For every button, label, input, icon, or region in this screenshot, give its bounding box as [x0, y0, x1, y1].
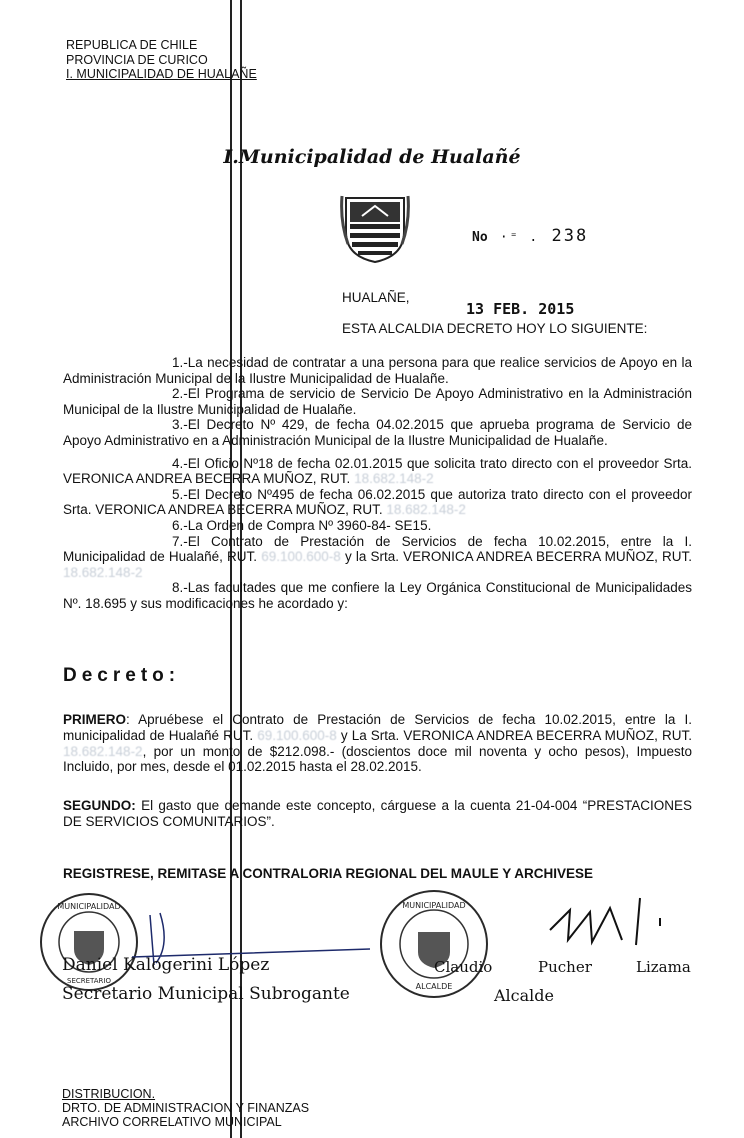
considerations-list: [63, 355, 692, 612]
municipal-crest-icon: [340, 192, 410, 264]
masked-rut: 69.100.600-8: [257, 727, 337, 743]
decree-number: No ·⁼ . 238: [472, 226, 589, 246]
consideration-7: 7.-El Contrato de Prestación de Servicios de fecha 10.02.2015, entre la I. Municipalidad de Hualañé, RUT. 69.100.600-8 y la Srta. VERONICA ANDREA BECERRA MUÑOZ, RUT. 18.682.148-2: [63, 533, 693, 580]
consideration-3: 3.-El Decreto Nº 429, de fecha 04.02.2015 que aprueba programa de Servicio de Apoyo Administrativo en a Administración Municipal de la Ilustre Municipalidad de Hualañe.: [63, 417, 692, 448]
signer-right-name-3: Lizama: [636, 958, 691, 976]
masked-rut: 18.682.148-2: [63, 564, 143, 580]
svg-text:ALCALDE: ALCALDE: [415, 982, 453, 991]
decree-number-prefix: No: [472, 230, 488, 245]
place-label: HUALAÑE,: [342, 290, 410, 305]
signer-left-title: Secretario Municipal Subrogante: [62, 984, 350, 1004]
decreto-heading: Decreto:: [63, 665, 181, 686]
masked-rut: 18.682.148-2: [63, 743, 143, 759]
signature-scribble-right: [540, 890, 690, 950]
consideration-5: 5.-El Decreto Nº495 de fecha 06.02.2015 que autoriza trato directo con el proveedor Srta. VERONICA ANDREA BECERRA MUÑOZ, RUT. 18.682.148-2: [63, 486, 692, 518]
consideration-1: 1.-La necesidad de contratar a una persona para que realice servicios de Apoyo en la Administración Municipal de la Ilustre Municipalidad de Hualañe.: [63, 355, 692, 386]
consideration-8: 8.-Las facultades que me confiere la Ley Orgánica Constitucional de Municipalidades Nº. 18.695 y sus modificaciones he acordado y:: [63, 580, 692, 611]
header-line-3: I. MUNICIPALIDAD DE HUALAÑE: [66, 67, 257, 81]
header-line-1: REPUBLICA DE CHILE: [66, 38, 198, 52]
consideration-6: 6.-La Orden de Compra Nº 3960-84- SE15.: [172, 517, 432, 533]
municipal-seal-right: [380, 890, 488, 998]
consideration-4: 4.-El Oficio Nº18 de fecha 02.01.2015 que solicita trato directo con el proveedor Srta. VERONICA ANDREA BECERRA MUÑOZ, RUT. 18.682.148-2: [63, 455, 692, 487]
masked-rut: 18.682.148-2: [386, 502, 466, 518]
distribution-title: DISTRIBUCION.: [62, 1087, 156, 1101]
signer-right-name-1: Claudio: [434, 958, 493, 976]
svg-text:SECRETARIO: SECRETARIO: [67, 977, 111, 985]
consideration-2: 2.-El Programa de servicio de Servicio De Apoyo Administrativo en la Administración Municipal de la Ilustre Municipalidad de Hualañe.: [63, 386, 692, 417]
decree-number-value: 238: [551, 226, 589, 246]
header-line-2: PROVINCIA DE CURICO: [66, 52, 208, 67]
masked-rut: 69.100.600-8: [261, 549, 341, 565]
svg-text:MUNICIPALIDAD: MUNICIPALIDAD: [57, 902, 121, 911]
document-header: [66, 38, 257, 82]
decree-intro: ESTA ALCALDIA DECRETO HOY LO SIGUIENTE:: [342, 321, 648, 336]
segundo-label: SEGUNDO:: [63, 798, 136, 813]
distribution-line-1: DRTO. DE ADMINISTRACION Y FINANZAS: [62, 1101, 310, 1115]
municipality-title: I.Municipalidad de Hualañé: [223, 146, 521, 168]
distribution-line-2: ARCHIVO CORRELATIVO MUNICIPAL: [62, 1115, 282, 1129]
segundo-section: SEGUNDO: El gasto que demande este concepto, cárguese a la cuenta 21-04-004 “PRESTACIONES DE SERVICIOS COMUNITARIOS”.: [63, 798, 692, 829]
distribution-block: [62, 1087, 309, 1129]
svg-text:MUNICIPALIDAD: MUNICIPALIDAD: [402, 901, 466, 910]
masked-rut: 18.682.148-2: [354, 471, 434, 487]
date-stamp: 13 FEB. 2015: [466, 300, 575, 318]
signer-left-name: Daniel Kalogerini López: [62, 955, 270, 975]
primero-section: PRIMERO: Apruébese el Contrato de Prestación de Servicios de fecha 10.02.2015, entre la I. municipalidad de Hualañé RUT. 69.100.600-8 y La Srta. VERONICA ANDREA BECERRA MUÑOZ, RUT. 18.682.148-2, por un monto de $212.098.- (doscientos doce mil noventa y ocho pesos), Impuesto Incluido, por mes, desde el 01.02.2015 hasta el 28.02.2015.: [63, 712, 692, 775]
primero-label: PRIMERO: [63, 712, 127, 727]
signer-right-name-2: Pucher: [538, 958, 592, 976]
signer-right-title: Alcalde: [494, 986, 554, 1005]
registrese-line: REGISTRESE, REMITASE A CONTRALORIA REGIONAL DEL MAULE Y ARCHIVESE: [63, 866, 594, 881]
